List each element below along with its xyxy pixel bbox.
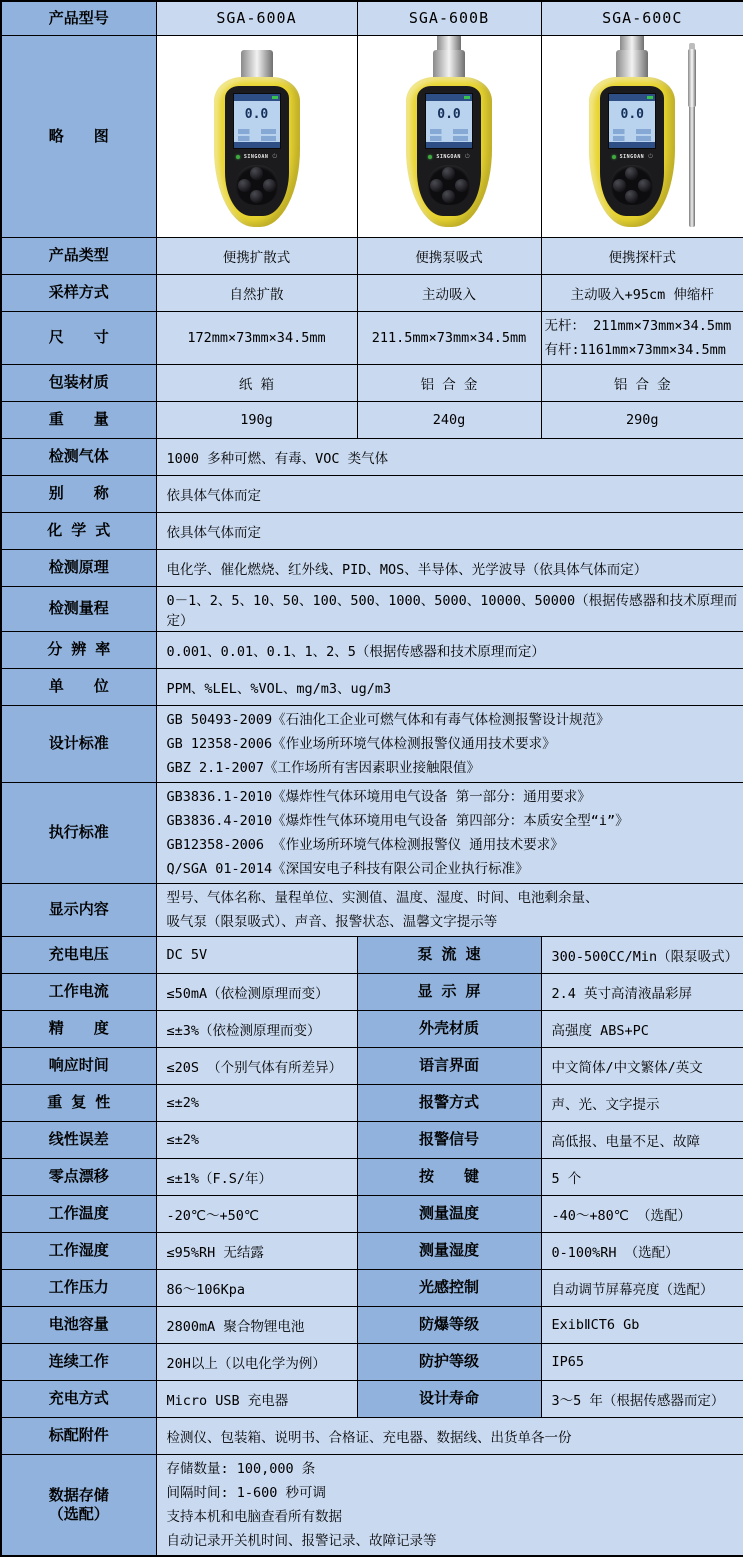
screen-data-row (430, 129, 468, 134)
table-row (1, 1047, 743, 1084)
spec-value: 0-100%RH （选配） (541, 1232, 743, 1269)
button-cluster (611, 165, 653, 205)
spec-value: 铝 合 金 (357, 364, 541, 401)
brand-row (612, 154, 653, 161)
spec-value: 86～106Kpa (156, 1269, 357, 1306)
spec-value: 290g (541, 401, 743, 438)
row-label: 尺 寸 (1, 311, 156, 364)
screen-timebar (426, 142, 472, 148)
screen-timebar (609, 142, 655, 148)
device-illustration-sga-600c (542, 36, 743, 237)
spec-value: ≤±3%（依检测原理而变） (156, 1010, 357, 1047)
spec-value: ≤±2% (156, 1121, 357, 1158)
power-led-icon (428, 155, 432, 159)
table-row (1, 668, 743, 705)
model-name: SGA-600A (156, 1, 357, 35)
table-row (1, 1121, 743, 1158)
screen-data-row (613, 136, 651, 141)
screen-reading: 0.0 (609, 101, 655, 128)
spec-value: 依具体气体而定 (156, 475, 743, 512)
power-led-icon (236, 155, 240, 159)
spec-value: ExibⅡCT6 Gb (541, 1306, 743, 1343)
gas-detector-pump (406, 35, 492, 227)
spec-value-lines (167, 708, 740, 780)
spec-value: 300-500CC/Min（限泵吸式） (541, 936, 743, 973)
device-body (214, 77, 300, 227)
row-label: 重 复 性 (1, 1084, 156, 1121)
spec-value-lines (167, 1457, 740, 1553)
table-row (1, 35, 743, 237)
device-button-icon (263, 179, 276, 192)
spec-value-line: GB3836.1-2010《爆炸性气体环境用电气设备 第一部分：通用要求》 (167, 785, 740, 809)
row-label: 化 学 式 (1, 512, 156, 549)
row-label: 工作温度 (1, 1195, 156, 1232)
spec-value (156, 705, 743, 782)
table-row (1, 1417, 743, 1454)
row-label-line: （选配） (3, 1505, 155, 1524)
device-illustration-sga-600b (358, 36, 541, 237)
spec-value: ≤50mA（依检测原理而变） (156, 973, 357, 1010)
row-label: 防护等级 (357, 1343, 541, 1380)
device-front-panel (417, 86, 481, 216)
spec-value-line: 吸气泵（限泵吸式）、声音、报警状态、温馨文字提示等 (167, 910, 740, 934)
table-row (1, 936, 743, 973)
product-image-cell (357, 35, 541, 237)
row-label: 防爆等级 (357, 1306, 541, 1343)
gas-detector-diffusion (214, 50, 300, 227)
row-label: 按 键 (357, 1158, 541, 1195)
row-label: 响应时间 (1, 1047, 156, 1084)
spec-value: 主动吸入+95cm 伸缩杆 (541, 274, 743, 311)
row-label: 连续工作 (1, 1343, 156, 1380)
row-label: 检测量程 (1, 586, 156, 631)
sensor-collar-icon (620, 35, 644, 50)
spec-value: PPM、%LEL、%VOL、mg/m3、ug/m3 (156, 668, 743, 705)
spec-value: 240g (357, 401, 541, 438)
table-row (1, 1158, 743, 1195)
gas-detector-probe (589, 35, 675, 227)
row-label: 线性误差 (1, 1121, 156, 1158)
spec-value: 1000 多种可燃、有毒、VOC 类气体 (156, 438, 743, 475)
table-row (1, 973, 743, 1010)
spec-value-line: 支持本机和电脑查看所有数据 (167, 1505, 740, 1529)
spec-value: 自动调节屏幕亮度（选配） (541, 1269, 743, 1306)
battery-icon (647, 96, 653, 99)
spec-value: 高低报、电量不足、故障 (541, 1121, 743, 1158)
table-row (1, 311, 743, 364)
table-row (1, 1084, 743, 1121)
spec-value-line: GB3836.4-2010《爆炸性气体环境用电气设备 第四部分：本质安全型“i”》 (167, 809, 740, 833)
spec-value: 便携泵吸式 (357, 237, 541, 274)
screen-statusbar (426, 94, 472, 101)
brand-label: SINGOAN (436, 154, 461, 160)
spec-value-line: GBZ 2.1-2007《工作场所有害因素职业接触限值》 (167, 756, 740, 780)
row-label: 工作电流 (1, 973, 156, 1010)
row-label: 单 位 (1, 668, 156, 705)
battery-icon (272, 96, 278, 99)
device-body (406, 77, 492, 227)
table-row (1, 1, 743, 35)
row-label: 略 图 (1, 35, 156, 237)
row-label: 包装材质 (1, 364, 156, 401)
spec-value: 依具体气体而定 (156, 512, 743, 549)
row-label: 别 称 (1, 475, 156, 512)
spec-value: IP65 (541, 1343, 743, 1380)
spec-value: 3～5 年（根据传感器而定） (541, 1380, 743, 1417)
device-button-icon (442, 167, 455, 180)
spec-value: Micro USB 充电器 (156, 1380, 357, 1417)
screen-reading: 0.0 (234, 101, 280, 128)
spec-value: 纸 箱 (156, 364, 357, 401)
spec-value (156, 883, 743, 936)
table-row (1, 237, 743, 274)
spec-value-line: 间隔时间: 1-600 秒可调 (167, 1481, 740, 1505)
row-label: 产品型号 (1, 1, 156, 35)
row-label: 重 量 (1, 401, 156, 438)
device-screen (425, 93, 473, 149)
spec-value: -20℃～+50℃ (156, 1195, 357, 1232)
table-row (1, 401, 743, 438)
row-label: 充电电压 (1, 936, 156, 973)
device-body (589, 77, 675, 227)
row-label: 检测气体 (1, 438, 156, 475)
row-label: 分 辨 率 (1, 631, 156, 668)
spec-value: ≤95%RH 无结露 (156, 1232, 357, 1269)
table-row (1, 364, 743, 401)
row-label: 泵 流 速 (357, 936, 541, 973)
table-row (1, 586, 743, 631)
row-label: 设计标准 (1, 705, 156, 782)
table-row (1, 883, 743, 936)
spec-value: 172mm×73mm×34.5mm (156, 311, 357, 364)
row-label: 零点漂移 (1, 1158, 156, 1195)
screen-data-row (613, 129, 651, 134)
power-icon: ⏻ (648, 154, 653, 160)
brand-row (428, 154, 469, 161)
spec-value: 声、光、文字提示 (541, 1084, 743, 1121)
table-row (1, 438, 743, 475)
spec-value: 0－1、2、5、10、50、100、500、1000、5000、10000、50000（根据传感器和技术原理而定） (156, 586, 743, 631)
row-label: 电池容量 (1, 1306, 156, 1343)
table-row (1, 1010, 743, 1047)
spec-value: 2800mA 聚合物锂电池 (156, 1306, 357, 1343)
row-label: 外壳材质 (357, 1010, 541, 1047)
spec-value-line: 存储数量: 100,000 条 (167, 1457, 740, 1481)
row-label: 报警信号 (357, 1121, 541, 1158)
table-row (1, 1195, 743, 1232)
table-row (1, 782, 743, 883)
sensor-cap-icon (241, 50, 273, 77)
device-front-panel (225, 86, 289, 216)
power-icon: ⏻ (465, 154, 470, 160)
spec-value: 便携探杆式 (541, 237, 743, 274)
battery-icon (464, 96, 470, 99)
spec-value (156, 1454, 743, 1556)
row-label: 设计寿命 (357, 1380, 541, 1417)
row-label: 精 度 (1, 1010, 156, 1047)
screen-data-row (238, 136, 276, 141)
table-row (1, 1343, 743, 1380)
spec-value: ≤20S （个别气体有所差异） (156, 1047, 357, 1084)
device-button-icon (625, 190, 638, 203)
row-label: 产品类型 (1, 237, 156, 274)
spec-value: ≤±1%（F.S/年） (156, 1158, 357, 1195)
table-row (1, 1454, 743, 1556)
spec-value: 主动吸入 (357, 274, 541, 311)
table-row (1, 631, 743, 668)
device-illustration-sga-600a (157, 36, 357, 237)
model-name: SGA-600B (357, 1, 541, 35)
table-row (1, 549, 743, 586)
row-label: 充电方式 (1, 1380, 156, 1417)
table-row (1, 1269, 743, 1306)
table-row (1, 1380, 743, 1417)
table-row (1, 274, 743, 311)
table-row (1, 1306, 743, 1343)
spec-value-line: Q/SGA 01-2014《深国安电子科技有限公司企业执行标准》 (167, 857, 740, 881)
row-label: 检测原理 (1, 549, 156, 586)
spec-value: DC 5V (156, 936, 357, 973)
row-label: 语言界面 (357, 1047, 541, 1084)
row-label: 显示内容 (1, 883, 156, 936)
spec-value: 高强度 ABS+PC (541, 1010, 743, 1047)
device-screen (233, 93, 281, 149)
spec-value: 检测仪、包装箱、说明书、合格证、充电器、数据线、出货单各一份 (156, 1417, 743, 1454)
power-icon: ⏻ (272, 154, 277, 160)
brand-label: SINGOAN (244, 154, 269, 160)
sensor-collar-icon (437, 35, 461, 50)
spec-value-lines (545, 314, 741, 362)
device-button-icon (455, 179, 468, 192)
spec-value-line: GB12358-2006 《作业场所环境气体检测报警仪 通用技术要求》 (167, 833, 740, 857)
row-label (1, 1454, 156, 1556)
sensor-cap-icon (616, 50, 648, 77)
spec-value: 便携扩散式 (156, 237, 357, 274)
brand-row (236, 154, 277, 161)
device-button-icon (250, 167, 263, 180)
spec-value: 20H以上（以电化学为例） (156, 1343, 357, 1380)
row-label-line: 数据存储 (3, 1486, 155, 1505)
spec-value: -40～+80℃ （选配） (541, 1195, 743, 1232)
device-button-icon (238, 179, 251, 192)
screen-statusbar (234, 94, 280, 101)
row-label: 采样方式 (1, 274, 156, 311)
spec-value: 2.4 英寸高清液晶彩屏 (541, 973, 743, 1010)
spec-value: 211.5mm×73mm×34.5mm (357, 311, 541, 364)
spec-value-line: 无杆： 211mm×73mm×34.5mm (545, 314, 741, 338)
model-name: SGA-600C (541, 1, 743, 35)
button-cluster (428, 165, 470, 205)
spec-value-lines (167, 886, 740, 934)
row-label: 工作压力 (1, 1269, 156, 1306)
row-label: 执行标准 (1, 782, 156, 883)
screen-statusbar (609, 94, 655, 101)
device-button-icon (625, 167, 638, 180)
spec-value: 5 个 (541, 1158, 743, 1195)
spec-value-line: 型号、气体名称、量程单位、实测值、温度、湿度、时间、电池剩余量、 (167, 886, 740, 910)
table-row (1, 512, 743, 549)
screen-data-row (238, 129, 276, 134)
spec-value: 铝 合 金 (541, 364, 743, 401)
table-row (1, 1232, 743, 1269)
product-image-cell (156, 35, 357, 237)
spec-value: 中文简体/中文繁体/英文 (541, 1047, 743, 1084)
device-button-icon (638, 179, 651, 192)
sensor-cap-icon (433, 50, 465, 77)
spec-value: 190g (156, 401, 357, 438)
row-label: 测量湿度 (357, 1232, 541, 1269)
screen-timebar (234, 142, 280, 148)
device-button-icon (442, 190, 455, 203)
row-label: 显 示 屏 (357, 973, 541, 1010)
row-label: 报警方式 (357, 1084, 541, 1121)
spec-value-line: 自动记录开关机时间、报警记录、故障记录等 (167, 1529, 740, 1553)
device-button-icon (430, 179, 443, 192)
device-front-panel (600, 86, 664, 216)
button-cluster (236, 165, 278, 205)
table-row (1, 705, 743, 782)
power-led-icon (612, 155, 616, 159)
spec-value: 0.001、0.01、0.1、1、2、5（根据传感器和技术原理而定） (156, 631, 743, 668)
product-image-cell (541, 35, 743, 237)
telescopic-rod-icon (689, 49, 695, 227)
row-label: 工作湿度 (1, 1232, 156, 1269)
spec-value (541, 311, 743, 364)
row-label: 标配附件 (1, 1417, 156, 1454)
row-label: 光感控制 (357, 1269, 541, 1306)
spec-value-line: 有杆:1161mm×73mm×34.5mm (545, 338, 741, 362)
row-label: 测量温度 (357, 1195, 541, 1232)
screen-reading: 0.0 (426, 101, 472, 128)
spec-value-line: GB 50493-2009《石油化工企业可燃气体和有毒气体检测报警设计规范》 (167, 708, 740, 732)
device-button-icon (613, 179, 626, 192)
brand-label: SINGOAN (620, 154, 645, 160)
device-button-icon (250, 190, 263, 203)
spec-value-lines (167, 785, 740, 881)
spec-value (156, 782, 743, 883)
spec-value: ≤±2% (156, 1084, 357, 1121)
screen-data-row (430, 136, 468, 141)
spec-value: 电化学、催化燃烧、红外线、PID、MOS、半导体、光学波导（依具体气体而定） (156, 549, 743, 586)
table-row (1, 475, 743, 512)
spec-value: 自然扩散 (156, 274, 357, 311)
device-screen (608, 93, 656, 149)
spec-value-line: GB 12358-2006《作业场所环境气体检测报警仪通用技术要求》 (167, 732, 740, 756)
